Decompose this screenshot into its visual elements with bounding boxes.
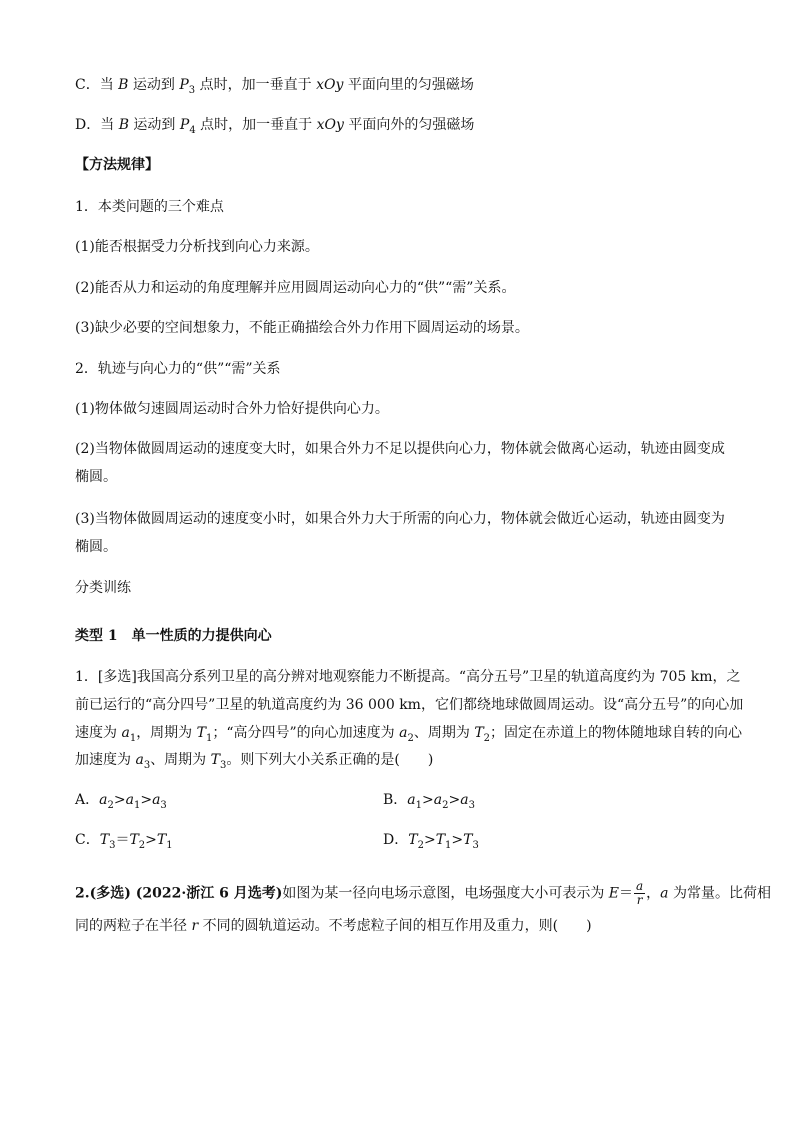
method-s1-item2: (2)能否从力和运动的角度理解并应用圆周运动向心力的“供”“需”关系。 bbox=[75, 280, 516, 296]
text: 同的两粒子在半径 bbox=[75, 918, 192, 934]
var-a: a bbox=[660, 885, 669, 902]
fraction-denominator: r bbox=[636, 893, 643, 907]
var: T bbox=[99, 832, 110, 848]
var-t: T bbox=[210, 752, 220, 768]
var: a bbox=[407, 792, 416, 808]
training-label: 分类训练 bbox=[75, 580, 131, 596]
subscript: 3 bbox=[143, 759, 151, 771]
method-section2-title: 2．轨迹与向心力的“供”“需”关系 bbox=[75, 361, 281, 377]
option-label: D．当 bbox=[75, 117, 119, 133]
text: 、周期为 bbox=[413, 725, 475, 741]
var: a bbox=[460, 792, 469, 808]
var: T bbox=[156, 832, 167, 848]
var-a: a bbox=[135, 752, 144, 768]
q1-line2: 前已运行的“高分四号”卫星的轨道高度约为 36 000 km，它们都绕地球做圆周运动。设“高分五号”的向心加 bbox=[75, 697, 744, 713]
method-s1-item3: (3)缺少必要的空间想象力，不能正确描绘合外力作用下圆周运动的场景。 bbox=[75, 320, 529, 336]
subscript: 3 bbox=[468, 799, 475, 811]
subscript: 2 bbox=[138, 839, 146, 851]
method-s1-item1: (1)能否根据受力分析找到向心力来源。 bbox=[75, 239, 319, 255]
text: 点时，加一垂直于 bbox=[195, 77, 317, 93]
operator: > bbox=[113, 792, 126, 808]
q1-line4 bbox=[75, 750, 433, 776]
text: 。则下列大小关系正确的是( ) bbox=[226, 752, 434, 768]
var: T bbox=[463, 832, 473, 848]
text: 运动到 bbox=[128, 77, 180, 93]
method-s2-item2-line1: (2)当物体做圆周运动的速度变大时，如果合外力不足以提供向心力，物体就会做离心运动，轨迹由圆变成 bbox=[75, 441, 725, 457]
text: 、周期为 bbox=[150, 752, 211, 768]
var-a: a bbox=[121, 725, 130, 741]
operator: ＝ bbox=[619, 885, 634, 902]
subscript: 3 bbox=[109, 839, 116, 851]
text: 如图为某一径向电场示意图，电场强度大小可表示为 bbox=[282, 885, 609, 902]
var-e: E bbox=[608, 885, 620, 902]
subscript: 3 bbox=[472, 839, 479, 851]
subscript: 1 bbox=[415, 799, 423, 811]
var-b: B bbox=[118, 117, 129, 133]
text: 平面向里的匀强磁场 bbox=[343, 77, 474, 93]
operator: > bbox=[451, 832, 464, 848]
text: 点时，加一垂直于 bbox=[195, 117, 317, 133]
subscript: 3 bbox=[188, 84, 196, 96]
method-heading: 【方法规律】 bbox=[75, 157, 159, 173]
var: a bbox=[99, 792, 108, 808]
method-section1-title: 1．本类问题的三个难点 bbox=[75, 199, 224, 215]
operator: > bbox=[448, 792, 461, 808]
q1-option-d bbox=[383, 830, 479, 856]
option-label: A． bbox=[75, 792, 100, 808]
var-r: r bbox=[191, 918, 199, 934]
type1-heading: 类型 1 单一性质的力提供向心 bbox=[75, 628, 272, 644]
var-t: T bbox=[474, 725, 484, 741]
point-p: P bbox=[179, 77, 189, 93]
var-a: a bbox=[399, 725, 408, 741]
point-p: P bbox=[179, 117, 190, 133]
subscript: 3 bbox=[219, 759, 227, 771]
operator: ＝ bbox=[115, 832, 130, 848]
var-t: T bbox=[196, 725, 206, 741]
var: T bbox=[408, 832, 418, 848]
var: T bbox=[129, 832, 139, 848]
text: ， bbox=[646, 885, 661, 902]
subscript: 2 bbox=[417, 839, 424, 851]
var: T bbox=[435, 832, 446, 848]
q2-line1 bbox=[75, 880, 771, 907]
q1-line3 bbox=[75, 723, 742, 749]
q1-line1: 1．[多选]我国高分系列卫星的高分辨对地观察能力不断提高。“高分五号”卫星的轨道高度约为 705 km，之 bbox=[75, 669, 741, 685]
q1-option-b bbox=[383, 790, 475, 816]
operator: > bbox=[422, 792, 434, 808]
option-label: B． bbox=[383, 792, 408, 808]
option-c-prev bbox=[75, 75, 474, 101]
subscript: 2 bbox=[407, 732, 414, 744]
text: 为常量。比荷相 bbox=[668, 885, 771, 902]
operator: > bbox=[140, 792, 153, 808]
plane-xoy: xOy bbox=[316, 117, 344, 133]
text: ；固定在赤道上的物体随地球自转的向心 bbox=[490, 725, 743, 741]
subscript: 1 bbox=[129, 732, 137, 744]
q2-line2 bbox=[75, 916, 592, 936]
option-label: C． bbox=[75, 832, 100, 848]
fraction-a-over-r bbox=[634, 880, 645, 907]
text: 加速度为 bbox=[75, 752, 136, 768]
fraction-numerator: a bbox=[636, 879, 644, 893]
subscript: 1 bbox=[445, 839, 452, 851]
text: 不同的圆轨道运动。不考虑粒子间的相互作用及重力，则( ) bbox=[198, 918, 592, 934]
method-s2-item2-line2: 椭圆。 bbox=[75, 469, 117, 485]
subscript: 1 bbox=[166, 839, 173, 851]
text: 平面向外的匀强磁场 bbox=[343, 117, 475, 133]
var: a bbox=[433, 792, 443, 808]
plane-xoy: xOy bbox=[316, 77, 344, 93]
text: 速度为 bbox=[75, 725, 122, 741]
text: ，周期为 bbox=[136, 725, 197, 741]
q2-source-prefix: 2.(多选) (2022·浙江 6 月选考) bbox=[75, 885, 283, 902]
option-label: D． bbox=[383, 832, 409, 848]
var: a bbox=[125, 792, 134, 808]
text: 运动到 bbox=[128, 117, 180, 133]
subscript: 1 bbox=[133, 799, 141, 811]
operator: > bbox=[423, 832, 436, 848]
subscript: 2 bbox=[107, 799, 114, 811]
subscript: 2 bbox=[442, 799, 449, 811]
var-b: B bbox=[118, 77, 129, 93]
subscript: 3 bbox=[160, 799, 167, 811]
option-d-prev bbox=[75, 115, 474, 141]
method-s2-item3-line2: 椭圆。 bbox=[75, 539, 117, 555]
subscript: 4 bbox=[189, 124, 196, 136]
method-s2-item3-line1: (3)当物体做圆周运动的速度变小时，如果合外力大于所需的向心力，物体就会做近心运动，轨迹由圆变为 bbox=[75, 511, 725, 527]
var: a bbox=[152, 792, 161, 808]
subscript: 2 bbox=[483, 732, 491, 744]
operator: > bbox=[145, 832, 157, 848]
option-label: C．当 bbox=[75, 77, 119, 93]
method-s2-item1: (1)物体做匀速圆周运动时合外力恰好提供向心力。 bbox=[75, 401, 389, 417]
text: ；“高分四号”的向心加速度为 bbox=[212, 725, 400, 741]
q1-option-a bbox=[75, 790, 167, 816]
subscript: 1 bbox=[205, 732, 213, 744]
q1-option-c bbox=[75, 830, 173, 856]
